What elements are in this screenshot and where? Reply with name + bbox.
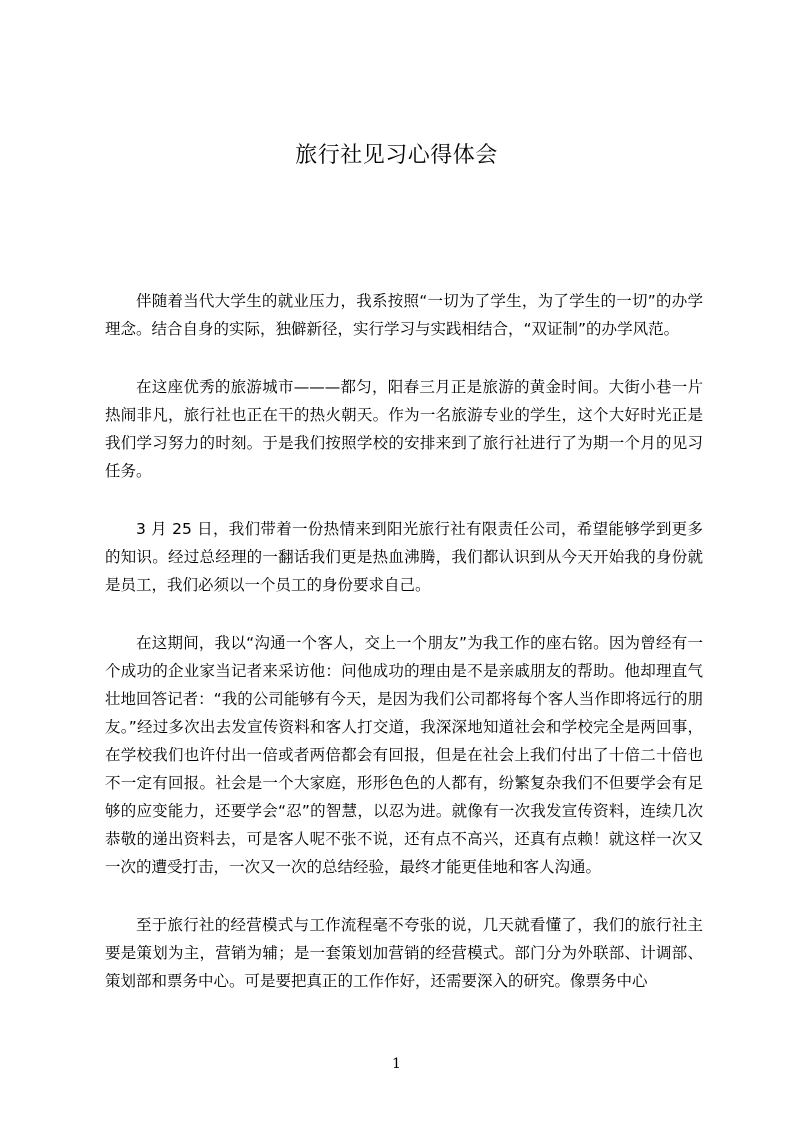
document-body <box>105 287 703 1025</box>
paragraph: 在这期间，我以“沟通一个客人，交上一个朋友”为我工作的座右铭。因为曾经有一个成功的企业家当记者来采访他：问他成功的理由是不是亲戚朋友的帮助。他却理直气壮地回答记者：“我的公司能够有今天，是因为我们公司都将每个客人当作即将远行的朋友。”经过多次出去发宣传资料和客人打交道，我深深地知道社会和学校完全是两回事，在学校我们也许付出一倍或者两倍都会有回报，但是在社会上我们付出了十倍二十倍也不一定有回报。社会是一个大家庭，形形色色的人都有，纷繁复杂我们不但要学会有足够的应变能力，还要学会“忍”的智慧，以忍为进。就像有一次我发宣传资料，连续几次恭敬的递出资料去，可是客人呢不张不说，还有点不高兴，还真有点赖！就这样一次又一次的遭受打击，一次又一次的总结经验，最终才能更佳地和客人沟通。 <box>105 634 703 876</box>
page-number: 1 <box>392 1056 401 1072</box>
paragraph: 至于旅行社的经营模式与工作流程毫不夸张的说，几天就看懂了，我们的旅行社主要是策划为主，营销为辅；是一套策划加营销的经营模式。部门分为外联部、计调部、策划部和票务中心。可是要把真正的工作作好，还需要深入的研究。像票务中心 <box>105 916 703 990</box>
paragraph: 3 月 25 日，我们带着一份热情来到阳光旅行社有限责任公司，希望能够学到更多的知识。经过总经理的一翻话我们更是热血沸腾，我们都认识到从今天开始我的身份就是员工，我们必须以一个员工的身份要求自己。 <box>105 520 703 594</box>
document-title: 旅行社见习心得体会 <box>295 143 498 168</box>
paragraph: 伴随着当代大学生的就业压力，我系按照“一切为了学生，为了学生的一切”的办学理念。结合自身的实际，独僻新径，实行学习与实践相结合，“双证制”的办学风范。 <box>105 292 703 338</box>
paragraph: 在这座优秀的旅游城市———都匀，阳春三月正是旅游的黄金时间。大街小巷一片热闹非凡，旅行社也正在干的热火朝天。作为一名旅游专业的学生，这个大好时光正是我们学习努力的时刻。于是我们按照学校的安排来到了旅行社进行了为期一个月的见习任务。 <box>105 378 703 480</box>
